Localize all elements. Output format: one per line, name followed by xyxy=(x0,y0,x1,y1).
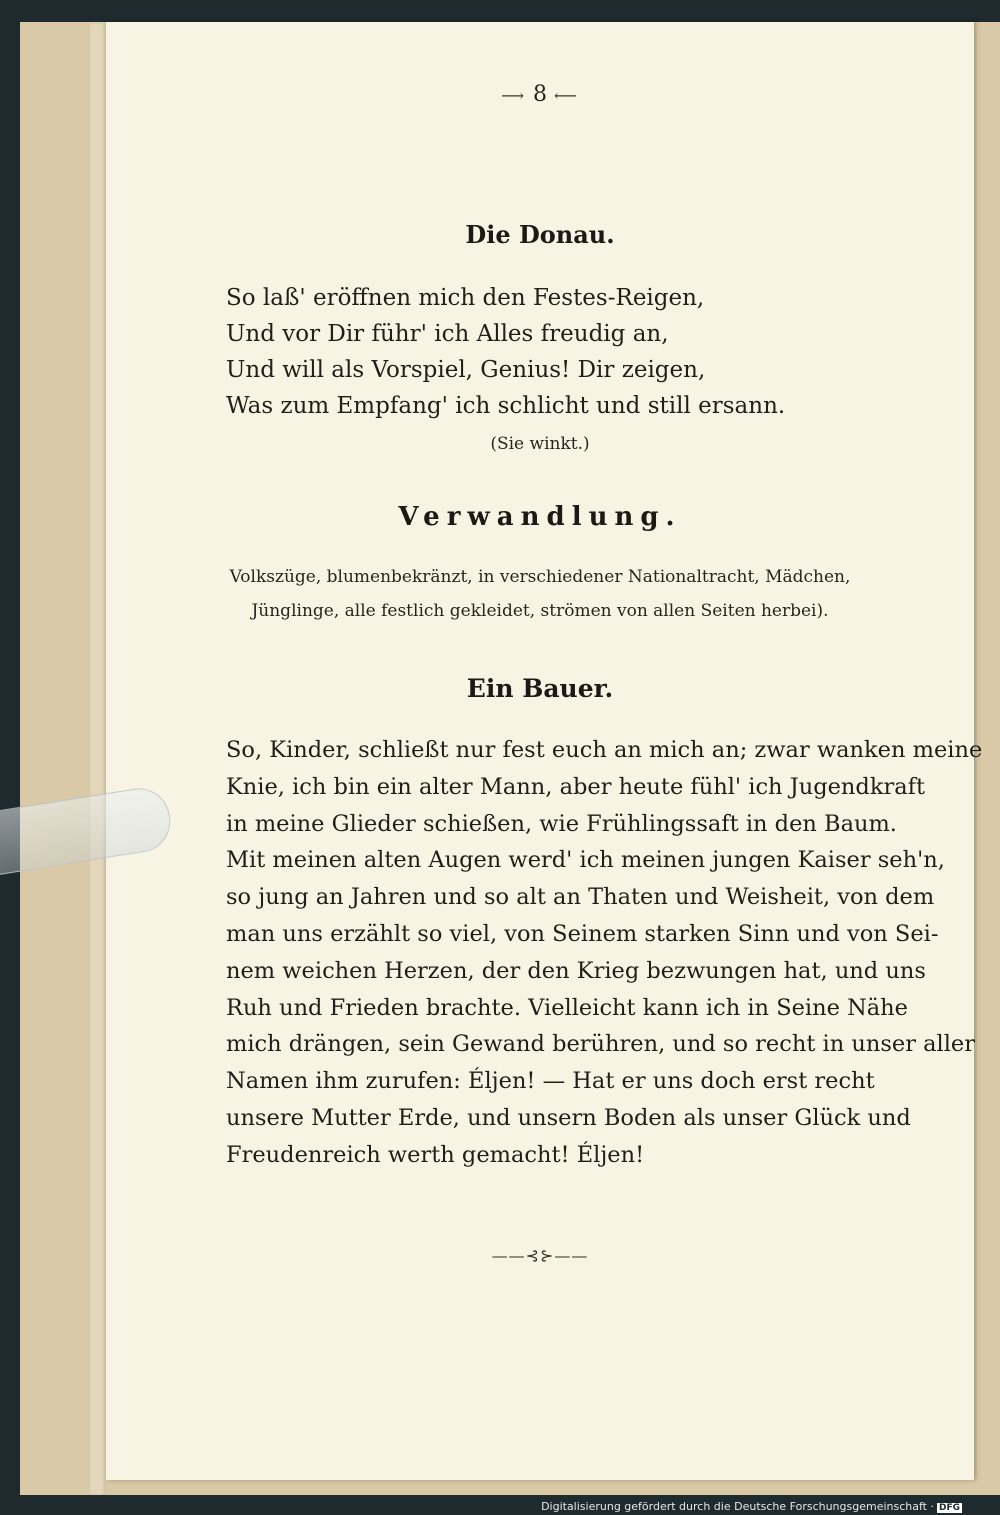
stage-line: Volkszüge, blumenbekränzt, in verschiedener Nationaltracht, Mädchen, xyxy=(229,567,851,587)
speaker-name: Ein Bauer. xyxy=(466,674,614,703)
prose-line: so jung an Jahren und so alt an Thaten und Weisheit, von dem xyxy=(226,884,935,911)
prose-line: Ruh und Frieden brachte. Vielleicht kann ich in Seine Nähe xyxy=(226,994,908,1021)
book-page xyxy=(106,22,983,1480)
section-title-verwandlung: Verwandlung. xyxy=(398,502,682,532)
cardboard-edge xyxy=(90,22,106,1495)
page-number-header xyxy=(106,82,974,107)
prose-line: in meine Glieder schießen, wie Frühlingssaft in den Baum. xyxy=(226,810,897,837)
prose-line: So, Kinder, schließt nur fest euch an mich an; zwar wanken meine xyxy=(226,737,983,763)
credit-text: Digitalisierung gefördert durch die Deutsche Forschungsgemeinschaft · xyxy=(541,1500,934,1513)
stage-direction: (Sie winkt.) xyxy=(490,434,590,454)
stage-line: Jünglinge, alle festlich gekleidet, strömen von allen Seiten herbei). xyxy=(251,601,829,621)
prose-block xyxy=(226,732,983,1174)
prose-line: unsere Mutter Erde, und unsern Boden als unser Glück und xyxy=(226,1104,911,1131)
ornament-left: ⟶ xyxy=(501,86,526,105)
end-ornament: ——⊰⊱—— xyxy=(491,1246,589,1265)
ornament-right: ⟵ xyxy=(554,86,579,105)
prose-line: Namen ihm zurufen: Éljen! — Hat er uns doch erst recht xyxy=(226,1068,875,1095)
dfg-logo: DFG xyxy=(938,1503,960,1513)
prose-line: mich drängen, sein Gewand berühren, und so recht in unser aller xyxy=(226,1031,975,1058)
verse-line: So laß' eröffnen mich den Festes-Reigen, xyxy=(226,285,705,311)
stage-description xyxy=(106,560,974,628)
verse-block xyxy=(226,280,846,424)
prose-line: Mit meinen alten Augen werd' ich meinen jungen Kaiser seh'n, xyxy=(226,847,945,874)
page-number: 8 xyxy=(533,82,547,107)
prose-line: Freudenreich werth gemacht! Éljen! xyxy=(226,1141,645,1168)
verse-line: Und vor Dir führ' ich Alles freudig an, xyxy=(226,321,669,347)
digitization-credit xyxy=(541,1500,962,1513)
verse-line: Was zum Empfang' ich schlicht und still ersann. xyxy=(226,393,786,419)
section-title-donau: Die Donau. xyxy=(465,220,615,249)
prose-line: man uns erzählt so viel, von Seinem starken Sinn und von Sei- xyxy=(226,920,939,947)
prose-line: Knie, ich bin ein alter Mann, aber heute fühl' ich Jugendkraft xyxy=(226,773,925,800)
prose-line: nem weichen Herzen, der den Krieg bezwungen hat, und uns xyxy=(226,957,926,984)
verse-line: Und will als Vorspiel, Genius! Dir zeigen, xyxy=(226,357,706,383)
